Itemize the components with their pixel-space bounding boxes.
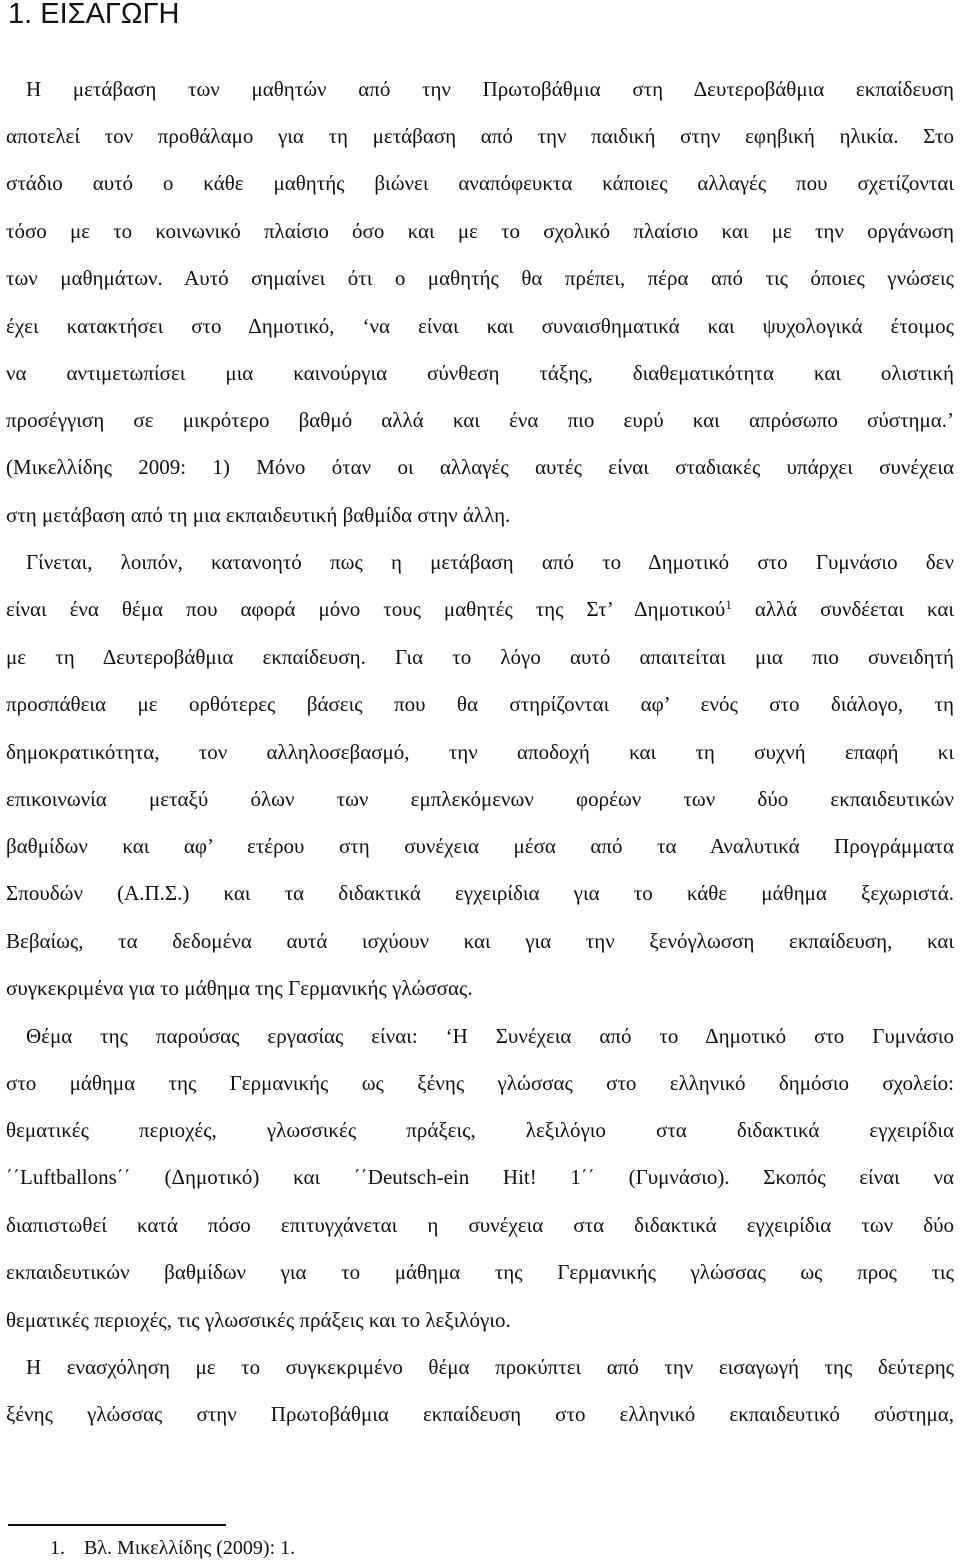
paragraph-line: έχει κατακτήσει στο Δημοτικό, ‘να είναι και συναισθηματικά και ψυχολογικά έτοιμος [6,314,954,338]
footnote-reference: 1 [725,597,732,612]
paragraph-line: Θέμα της παρούσας εργασίας είναι: ‘Η Συνέχεια από το Δημοτικό στο Γυμνάσιο [26,1024,954,1048]
paragraph-line: προσπάθεια με ορθότερες βάσεις που θα στηρίζονται αφ’ ενός στο διάλογο, τη [6,692,954,716]
paragraph-line: Σπουδών (Α.Π.Σ.) και τα διδακτικά εγχειρίδια για το κάθε μάθημα ξεχωριστά. [6,881,954,905]
paragraph-line: Γίνεται, λοιπόν, κατανοητό πως η μετάβαση από το Δημοτικό στο Γυμνάσιο δεν [26,550,954,574]
paragraph-line: με τη Δευτεροβάθμια εκπαίδευση. Για το λόγο αυτό απαιτείται μια πιο συνειδητή [6,645,954,669]
paragraph-line: τόσο με το κοινωνικό πλαίσιο όσο και με το σχολικό πλαίσιο και με την οργάνωση [6,219,954,243]
paragraph-line: αποτελεί τον προθάλαμο για τη μετάβαση από την παιδική στην εφηβική ηλικία. Στο [6,124,954,148]
paragraph-line: (Μικελλίδης 2009: 1) Μόνο όταν οι αλλαγές αυτές είναι σταδιακές υπάρχει συνέχεια [6,455,954,479]
paragraph-line: ΄΄Luftballons΄΄ (Δημοτικό) και ΄΄Deutsch-ein Hit! 1΄΄ (Γυμνάσιο). Σκοπός είναι να [6,1165,954,1189]
paragraph-line: Η μετάβαση των μαθητών από την Πρωτοβάθμια στη Δευτεροβάθμια εκπαίδευση [26,77,954,101]
line-text: αλλά συνδέεται και [754,597,955,621]
paragraph-line: συγκεκριμένα για το μάθημα της Γερμανικής γλώσσας. [6,976,473,1000]
paragraph-line [6,594,954,624]
paragraph-line: να αντιμετωπίσει μια καινούργια σύνθεση τάξης, διαθεματικότητα και ολιστική [6,361,954,385]
section-heading: 1. ΕΙΣΑΓΩΓΗ [8,0,180,30]
paragraph-line: των μαθημάτων. Αυτό σημαίνει ότι ο μαθητής θα πρέπει, πέρα από τις όποιες γνώσεις [6,266,954,290]
footnote [50,1534,295,1562]
paragraph-line: βαθμίδων και αφ’ ετέρου στη συνέχεια μέσα από τα Αναλυτικά Προγράμματα [6,834,954,858]
paragraph-line: θεματικές περιοχές, γλωσσικές πράξεις, λεξιλόγιο στα διδακτικά εγχειρίδια [6,1118,954,1142]
paragraph-line: διαπιστωθεί κατά πόσο επιτυγχάνεται η συνέχεια στα διδακτικά εγχειρίδια των δύο [6,1213,954,1237]
footnote-number: 1. [50,1537,65,1559]
paragraph-line: εκπαιδευτικών βαθμίδων για το μάθημα της Γερμανικής γλώσσας ως προς τις [6,1260,954,1284]
paragraph-line: στη μετάβαση από τη μια εκπαιδευτική βαθμίδα στην άλλη. [6,503,511,527]
paragraph-line: στάδιο αυτό ο κάθε μαθητής βιώνει αναπόφευκτα κάποιες αλλαγές που σχετίζονται [6,171,954,195]
paragraph-line: Βεβαίως, τα δεδομένα αυτά ισχύουν και για την ξενόγλωσση εκπαίδευση, και [6,929,954,953]
paragraph-line: δημοκρατικότητα, τον αλληλοσεβασμό, την αποδοχή και τη συχνή επαφή κι [6,740,954,764]
paragraph-line: προσέγγιση σε μικρότερο βαθμό αλλά και ένα πιο ευρύ και απρόσωπο σύστημα.’ [6,408,954,432]
paragraph-line: θεματικές περιοχές, τις γλωσσικές πράξεις και το λεξιλόγιο. [6,1308,511,1332]
footnote-separator [8,1524,226,1526]
paragraph-line: στο μάθημα της Γερμανικής ως ξένης γλώσσας στο ελληνικό δημόσιο σχολείο: [6,1071,954,1095]
footnote-text: Βλ. Μικελλίδης (2009): 1. [84,1537,296,1559]
paragraph-line: επικοινωνία μεταξύ όλων των εμπλεκόμενων φορέων των δύο εκπαιδευτικών [6,787,954,811]
line-text: είναι ένα θέμα που αφορά μόνο τους μαθητές της Στ’ Δημοτικού [6,597,726,621]
paragraph-line: Η ενασχόληση με το συγκεκριμένο θέμα προκύπτει από την εισαγωγή της δεύτερης [26,1355,954,1379]
paragraph-line: ξένης γλώσσας στην Πρωτοβάθμια εκπαίδευση στο ελληνικό εκπαιδευτικό σύστημα, [6,1402,954,1426]
